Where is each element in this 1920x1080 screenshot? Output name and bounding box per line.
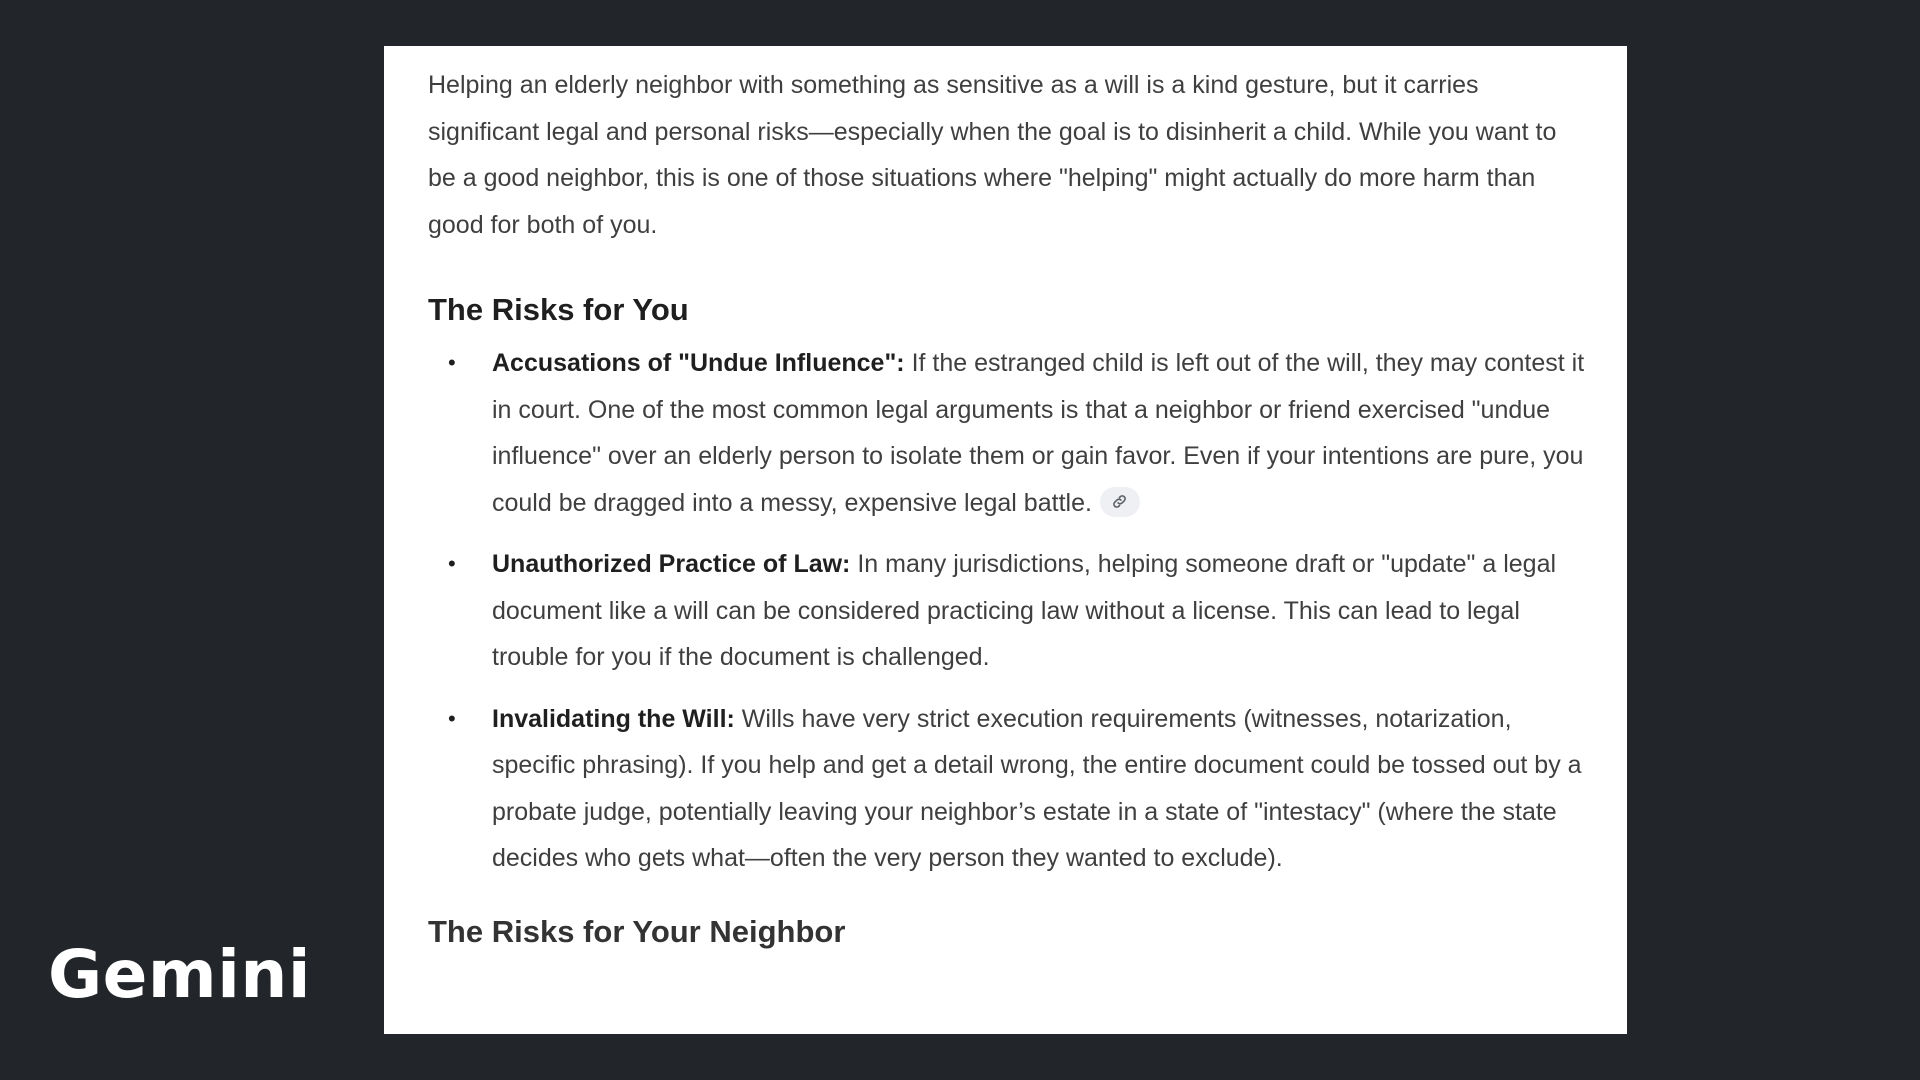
list-item-title: Accusations of "Undue Influence": [492,349,905,377]
section-heading-risks-for-neighbor: The Risks for Your Neighbor [428,913,846,949]
list-item-text: In many jurisdictions, helping someone draft or "update" a legal document like a will can be considered practicing law without a license. This can lead to legal trouble for you if the document is challenged. [492,550,1557,671]
gemini-brand-label: Gemini [48,936,311,1013]
list-item-text: If the estranged child is left out of the will, they may contest it in court. One of the most common legal arguments is that a neighbor or friend exercised "undue influence" over an elderly person to isolate them or gain favor. Even if your intentions are pure, you could be dragged into a messy, expensive legal battle. [492,349,1585,517]
list-item-title: Unauthorized Practice of Law: [492,550,851,578]
bullet-icon: • [448,551,456,576]
risks-list [428,340,1585,882]
list-item [428,340,1585,526]
bullet-icon: • [448,350,456,375]
list-item [428,696,1585,882]
bullet-icon: • [448,705,456,731]
section-heading-risks-for-you: The Risks for You [428,292,689,327]
link-icon [1111,493,1128,510]
intro-paragraph: Helping an elderly neighbor with something as sensitive as a will is a kind gesture, but it carries significant legal and personal risks—especially when the goal is to disinherit a child. While you want to be a good neighbor, this is one of those situations where "helping" might actually do more harm than good for both of you. [428,71,1557,239]
list-item [428,541,1585,681]
response-panel [384,46,1627,1034]
source-link-chip[interactable] [1100,487,1140,517]
list-item-title: Invalidating the Will: [492,704,735,733]
list-item-text: Wills have very strict execution requirements (witnesses, notarization, specific phrasing). If you help and get a detail wrong, the entire document could be tossed out by a probate judge, potentially leaving your neighbor’s estate in a state of "intestacy" (where the state decides who gets what—often the very person they wanted to exclude). [492,704,1582,872]
